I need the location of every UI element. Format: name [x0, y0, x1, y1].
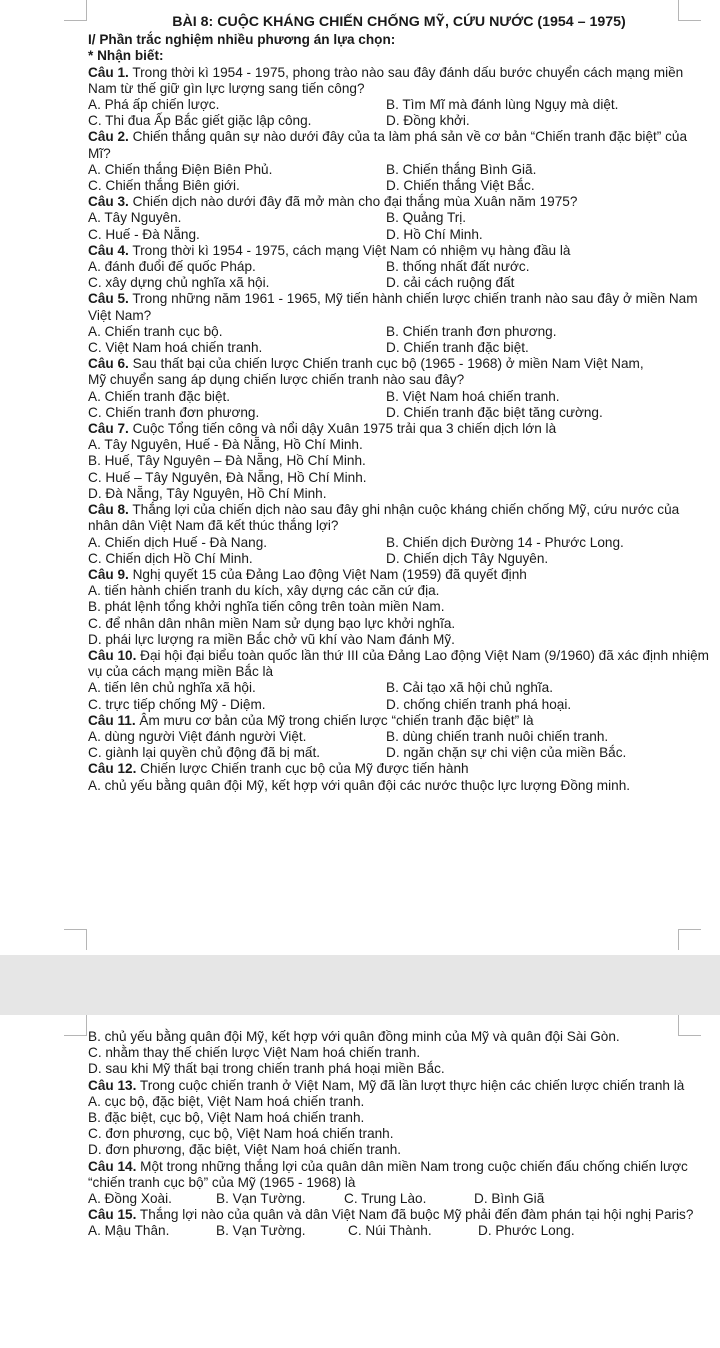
question-label: Câu 10. — [88, 647, 137, 663]
option-b: B. Chiến tranh đơn phương. — [386, 323, 557, 339]
option-a: A. cục bộ, đặc biệt, Việt Nam hoá chiến tranh. — [88, 1093, 365, 1109]
question-label: Câu 14. — [88, 1158, 137, 1174]
option-d: D. Chiến thắng Việt Bắc. — [386, 178, 535, 194]
option-c: C. Trung Lào. — [344, 1191, 427, 1207]
option-d: D. Đồng khởi. — [386, 113, 470, 129]
options-row — [88, 745, 710, 761]
page-corner-mark — [64, 0, 87, 21]
question-text: Trong cuộc chiến tranh ở Việt Nam, Mỹ đã lần lượt thực hiện các chiến lược chiến tranh là — [139, 1077, 685, 1093]
option-d: D. Phước Long. — [478, 1223, 575, 1239]
options-row — [88, 340, 710, 356]
options-row — [88, 324, 710, 340]
page-corner-mark — [64, 929, 87, 950]
question-label: Câu 4. — [88, 242, 129, 258]
question-12 — [88, 761, 710, 777]
question-10 — [88, 648, 710, 680]
option-b: B. Vạn Tường. — [216, 1191, 306, 1207]
page-1-content — [88, 14, 710, 794]
options-row — [88, 389, 710, 405]
question-text: Âm mưu cơ bản của Mỹ trong chiến lược “chiến tranh đặc biệt” là — [139, 712, 534, 728]
options-row — [88, 551, 710, 567]
question-label: Câu 9. — [88, 566, 129, 582]
option-c: C. Chiến tranh đơn phương. — [88, 404, 260, 420]
question-label: Câu 3. — [88, 194, 129, 210]
option-c: C. để nhân dân nhân miền Nam sử dụng bạo lực khởi nghĩa. — [88, 615, 456, 631]
option-b: B. Cải tạo xã hội chủ nghĩa. — [386, 680, 554, 696]
question-label: Câu 15. — [88, 1207, 137, 1223]
question-2 — [88, 129, 710, 161]
option-b: B. Chiến thắng Bình Giã. — [386, 161, 537, 177]
question-text: Thắng lợi nào của quân và dân Việt Nam đã buộc Mỹ phải đến đàm phán tại hội nghị Paris? — [139, 1207, 694, 1223]
question-7 — [88, 421, 710, 437]
option-d: D. Bình Giã — [474, 1191, 545, 1207]
question-4 — [88, 243, 710, 259]
option-a: A. Mậu Thân. — [88, 1223, 170, 1239]
option-d: D. ngăn chặn sự chi viện của miền Bắc. — [386, 745, 627, 761]
question-label: Câu 5. — [88, 291, 129, 307]
option-c: C. Huế - Đà Nẵng. — [88, 226, 200, 242]
option-a: A. đánh đuổi đế quốc Pháp. — [88, 259, 256, 275]
option-a: A. Chiến tranh đặc biệt. — [88, 388, 231, 404]
question-text: Chiến thắng quân sự nào dưới đây của ta làm phá sản về cơ bản “Chiến tranh đặc biệt” của Mĩ? — [88, 129, 688, 161]
option-c: C. xây dựng chủ nghĩa xã hội. — [88, 275, 270, 291]
option-b: B. thống nhất đất nước. — [386, 259, 530, 275]
section-heading: I/ Phần trắc nghiệm nhiều phương án lựa chọn: — [88, 32, 396, 48]
option-d: D. Đà Nẵng, Tây Nguyên, Hồ Chí Minh. — [88, 485, 327, 501]
option-d: D. Chiến dịch Tây Nguyên. — [386, 550, 549, 566]
option-d: D. đơn phương, đặc biệt, Việt Nam hoá chiến tranh. — [88, 1142, 402, 1158]
question-label: Câu 12. — [88, 761, 137, 777]
question-text: Cuộc Tổng tiến công và nổi dậy Xuân 1975 trải qua 3 chiến dịch lớn là — [132, 421, 557, 437]
options-row — [88, 535, 710, 551]
option-d: D. Chiến tranh đặc biệt tăng cường. — [386, 404, 603, 420]
options-row — [88, 275, 710, 291]
options-row — [88, 227, 710, 243]
option-c: C. Chiến dịch Hồ Chí Minh. — [88, 550, 253, 566]
question-text: Sau thất bại của chiến lược Chiến tranh cục bộ (1965 - 1968) ở miền Nam Việt Nam, — [132, 356, 644, 372]
option-d: D. cải cách ruộng đất — [386, 275, 515, 291]
option-a: A. Chiến dịch Huế - Đà Nang. — [88, 534, 268, 550]
options-row — [88, 1223, 710, 1239]
option-b: B. chủ yếu bằng quân đội Mỹ, kết hợp với quân đồng minh của Mỹ và quân đội Sài Gòn. — [88, 1029, 620, 1044]
option-c: C. Chiến thắng Biên giới. — [88, 178, 240, 194]
question-text: Nghị quyết 15 của Đảng Lao động Việt Nam (1959) đã quyết định — [132, 566, 527, 582]
option-a: A. Chiến tranh cục bộ. — [88, 323, 223, 339]
option-a: A. chủ yếu bằng quân đội Mỹ, kết hợp với quân đội các nước thuộc lực lượng Đồng minh. — [88, 777, 631, 793]
options-row — [88, 405, 710, 421]
page-gap — [0, 955, 720, 1015]
question-label: Câu 7. — [88, 421, 129, 437]
option-d: D. chống chiến tranh phá hoại. — [386, 696, 572, 712]
option-b: B. Việt Nam hoá chiến tranh. — [386, 388, 560, 404]
option-b: B. dùng chiến tranh nuôi chiến tranh. — [386, 728, 609, 744]
option-b: B. đặc biệt, cục bộ, Việt Nam hoá chiến tranh. — [88, 1110, 365, 1126]
option-a: A. Đồng Xoài. — [88, 1191, 172, 1207]
question-label: Câu 13. — [88, 1077, 137, 1093]
option-a: A. dùng người Việt đánh người Việt. — [88, 728, 307, 744]
question-text: Thắng lợi của chiến dịch nào sau đây ghi nhận cuộc kháng chiến chống Mỹ, cứu nước của nhân dân Việt Nam đã kết thúc thắng lợi? — [88, 502, 680, 534]
option-d: D. Chiến tranh đặc biệt. — [386, 340, 529, 356]
question-13 — [88, 1078, 710, 1094]
option-c: C. đơn phương, cục bộ, Việt Nam hoá chiến tranh. — [88, 1126, 394, 1142]
option-b: B. Chiến dịch Đường 14 - Phước Long. — [386, 534, 624, 550]
question-6 — [88, 356, 710, 372]
option-c: C. giành lại quyền chủ động đã bị mất. — [88, 745, 321, 761]
page-2-content — [88, 1029, 710, 1240]
options-row — [88, 697, 710, 713]
option-b: B. Huế, Tây Nguyên – Đà Nẵng, Hồ Chí Minh. — [88, 453, 366, 469]
option-c: C. nhằm thay thế chiến lược Việt Nam hoá chiến tranh. — [88, 1045, 421, 1061]
question-5 — [88, 291, 710, 323]
option-a: A. Tây Nguyên. — [88, 210, 182, 226]
option-a: A. Chiến thắng Điện Biên Phủ. — [88, 161, 273, 177]
options-row — [88, 113, 710, 129]
option-c: C. Thi đua Ấp Bắc giết giặc lập công. — [88, 113, 312, 129]
option-a: A. tiến lên chủ nghĩa xã hội. — [88, 680, 256, 696]
question-label: Câu 1. — [88, 64, 129, 80]
level-heading: * Nhận biết: — [88, 48, 164, 64]
question-text: Trong thời kì 1954 - 1975, phong trào nào sau đây đánh dấu bước chuyển cách mạng miền Nam từ thế giữ gìn lực lượng sang tiến công? — [88, 64, 684, 96]
page-corner-mark — [678, 929, 701, 950]
question-8 — [88, 502, 710, 534]
options-row — [88, 162, 710, 178]
option-d: D. phái lực lượng ra miền Bắc chở vũ khí vào Nam đánh Mỹ. — [88, 631, 455, 647]
option-a: A. tiến hành chiến tranh du kích, xây dựng các căn cứ địa. — [88, 583, 440, 599]
document-page-2 — [0, 1015, 720, 1348]
options-row — [88, 97, 710, 113]
options-row — [88, 259, 710, 275]
question-15 — [88, 1207, 710, 1223]
question-text: Trong những năm 1961 - 1965, Mỹ tiến hành chiến lược chiến tranh nào sau đây ở miền Nam Việt Nam? — [88, 291, 698, 323]
option-b: B. Tìm Mĩ mà đánh lùng Ngụy mà diệt. — [386, 97, 619, 113]
question-label: Câu 11. — [88, 712, 136, 728]
options-row — [88, 680, 710, 696]
option-a: A. Tây Nguyên, Huế - Đà Nẵng, Hồ Chí Minh. — [88, 437, 363, 453]
options-row — [88, 729, 710, 745]
lesson-title: BÀI 8: CUỘC KHÁNG CHIẾN CHỐNG MỸ, CỨU NƯỚC (1954 – 1975) — [172, 14, 626, 30]
option-a: A. Phá ấp chiến lược. — [88, 97, 220, 113]
option-b: B. Quảng Trị. — [386, 210, 467, 226]
options-row — [88, 1191, 710, 1207]
question-11 — [88, 713, 710, 729]
option-c: C. Việt Nam hoá chiến tranh. — [88, 340, 263, 356]
question-9 — [88, 567, 710, 583]
question-1 — [88, 65, 710, 97]
option-c: C. Núi Thành. — [348, 1223, 432, 1239]
question-14 — [88, 1159, 710, 1191]
question-text-continued: Mỹ chuyển sang áp dụng chiến lược chiến tranh nào sau đây? — [88, 372, 465, 388]
options-row — [88, 178, 710, 194]
option-b: B. phát lệnh tổng khởi nghĩa tiến công trên toàn miền Nam. — [88, 599, 445, 615]
question-label: Câu 8. — [88, 502, 129, 518]
question-label: Câu 2. — [88, 129, 129, 145]
question-text: Một trong những thắng lợi của quân dân miền Nam trong cuộc chiến đấu chống chiến lược “chiến tranh cục bộ” của Mỹ (1965 - 1968) là — [88, 1158, 688, 1190]
question-text: Chiến lược Chiến tranh cục bộ của Mỹ được tiến hành — [140, 761, 469, 777]
question-3 — [88, 194, 710, 210]
question-text: Trong thời kì 1954 - 1975, cách mạng Việt Nam có nhiệm vụ hàng đầu là — [132, 242, 571, 258]
question-text: Đại hội đại biểu toàn quốc lần thứ III của Đảng Lao động Việt Nam (9/1960) đã xác định nhiệm vụ của cách mạng miền Bắc là — [88, 647, 709, 680]
question-label: Câu 6. — [88, 356, 129, 372]
page-corner-mark — [64, 1015, 87, 1036]
question-text: Chiến dịch nào dưới đây đã mở màn cho đại thắng mùa Xuân năm 1975? — [132, 194, 578, 210]
option-d: D. sau khi Mỹ thất bại trong chiến tranh phá hoại miền Bắc. — [88, 1061, 445, 1077]
options-row — [88, 210, 710, 226]
option-c: C. Huế – Tây Nguyên, Đà Nẵng, Hồ Chí Minh. — [88, 469, 367, 485]
option-c: C. trực tiếp chống Mỹ - Diệm. — [88, 696, 266, 712]
option-d: D. Hồ Chí Minh. — [386, 226, 483, 242]
option-b: B. Vạn Tường. — [216, 1223, 306, 1239]
